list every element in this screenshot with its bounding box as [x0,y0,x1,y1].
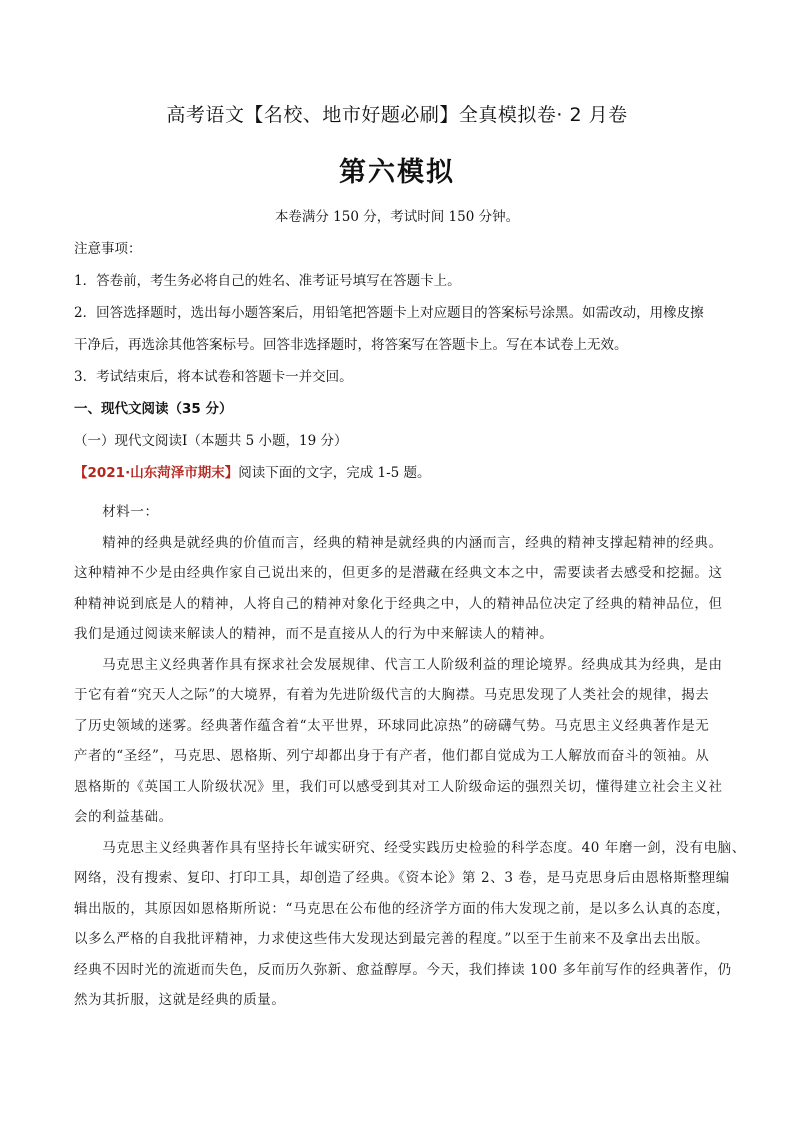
paragraph-1 [74,528,724,650]
paragraph-line: 马克思主义经典著作具有坚持长年诚实研究、经受实践历史检验的科学态度。40 年磨一剑，没有电脑、 [74,839,746,856]
paragraph-line: 于它有着“究天人之际”的大境界，有着为先进阶级代言的大胸襟。马克思发现了人类社会的规律，揭去 [74,687,710,703]
material-body [74,497,746,1016]
exam-title: 高考语文【名校、地市好题必刷】全真模拟卷· 2 月卷 [166,104,628,126]
exam-info: 本卷满分 150 分，考试时间 150 分钟。 [274,209,520,225]
material-label-block [74,497,724,528]
paragraph-line: 马克思主义经典著作具有探求社会发展规律、代言工人阶级利益的理论境界。经典成其为经典，是由 [74,656,723,673]
paragraph-line: 网络，没有搜索、复印、打印工具，却创造了经典。《资本论》第 2、3 卷，是马克思身后由恩格斯整理编 [74,870,730,886]
paragraph-line: 以多么严格的自我批评精神，力求使这些伟大发现达到最完善的程度。”以至于生前来不及拿出去出版。 [74,931,710,947]
paragraph-line: 产者的“圣经”，马克思、恩格斯、列宁却都出身于有产者，他们都自觉成为工人解放而奋斗的领袖。从 [74,748,710,764]
paragraph-line: 种精神说到底是人的精神，人将自己的精神对象化于经典之中，人的精神品位决定了经典的精神品位，但 [74,595,723,612]
paragraph-line: 我们是通过阅读来解读人的精神，而不是直接从人的行为中来解读人的精神。 [74,626,554,642]
notes-line: 1．答卷前，考生务必将自己的姓名、准考证号填写在答题卡上。 [74,273,461,289]
paragraph-line: 了历史领域的迷雾。经典著作蕴含着“太平世界，环球同此凉热”的磅礴气势。马克思主义经典著作是无 [74,717,710,734]
notes-line: 3．考试结束后，将本试卷和答题卡一并交回。 [74,369,353,385]
notes-line: 干净后，再选涂其他答案标号。回答非选择题时，将答案写在答题卡上。写在本试卷上无效。 [74,337,628,353]
paragraph-line: 这种精神不少是由经典作家自己说出来的，但更多的是潜藏在经典文本之中，需要读者去感受和挖掘。这 [74,565,723,581]
source-line [74,457,724,489]
paragraph-line: 经典不因时光的流逝而失色，反而历久弥新、愈益醇厚。今天，我们捧读 100 多年前写作的经典著作，仍 [74,961,732,978]
notes-heading: 注意事项： [74,241,142,257]
section-heading: 一、现代文阅读（35 分） [74,401,233,417]
material-label [74,497,724,528]
notes-line: 2．回答选择题时，选出每小题答案后，用铅笔把答题卡上对应题目的答案标号涂黑。如需改动，用橡皮擦 [74,305,704,321]
section-subheading: （一）现代文阅读Ⅰ（本题共 5 小题，19 分） [74,433,348,449]
notes-block [74,233,724,489]
paragraph-3 [74,833,746,1016]
paragraph-2 [74,650,724,833]
reading-instruction: 阅读下面的文字，完成 1-5 题。 [238,465,431,481]
material-label-text: 材料一： [102,504,159,520]
exam-subtitle: 第六模拟 [339,157,455,188]
paragraph-line: 精神的经典是就经典的价值而言，经典的精神是就经典的内涵而言，经典的精神支撑起精神的经典。 [74,534,723,551]
paragraph-line: 会的利益基础。 [74,809,173,825]
paragraph-line: 辑出版的，其原因如恩格斯所说：“马克思在公布他的经济学方面的伟大发现之前，是以多么认真的态度， [74,900,731,917]
source-tag: 【2021·山东菏泽市期末】 [74,465,239,481]
paragraph-line: 恩格斯的《英国工人阶级状况》里，我们可以感受到其对工人阶级命运的强烈关切，懂得建立社会主义社 [74,778,723,795]
paragraph-line: 然为其折服，这就是经典的质量。 [74,992,286,1008]
